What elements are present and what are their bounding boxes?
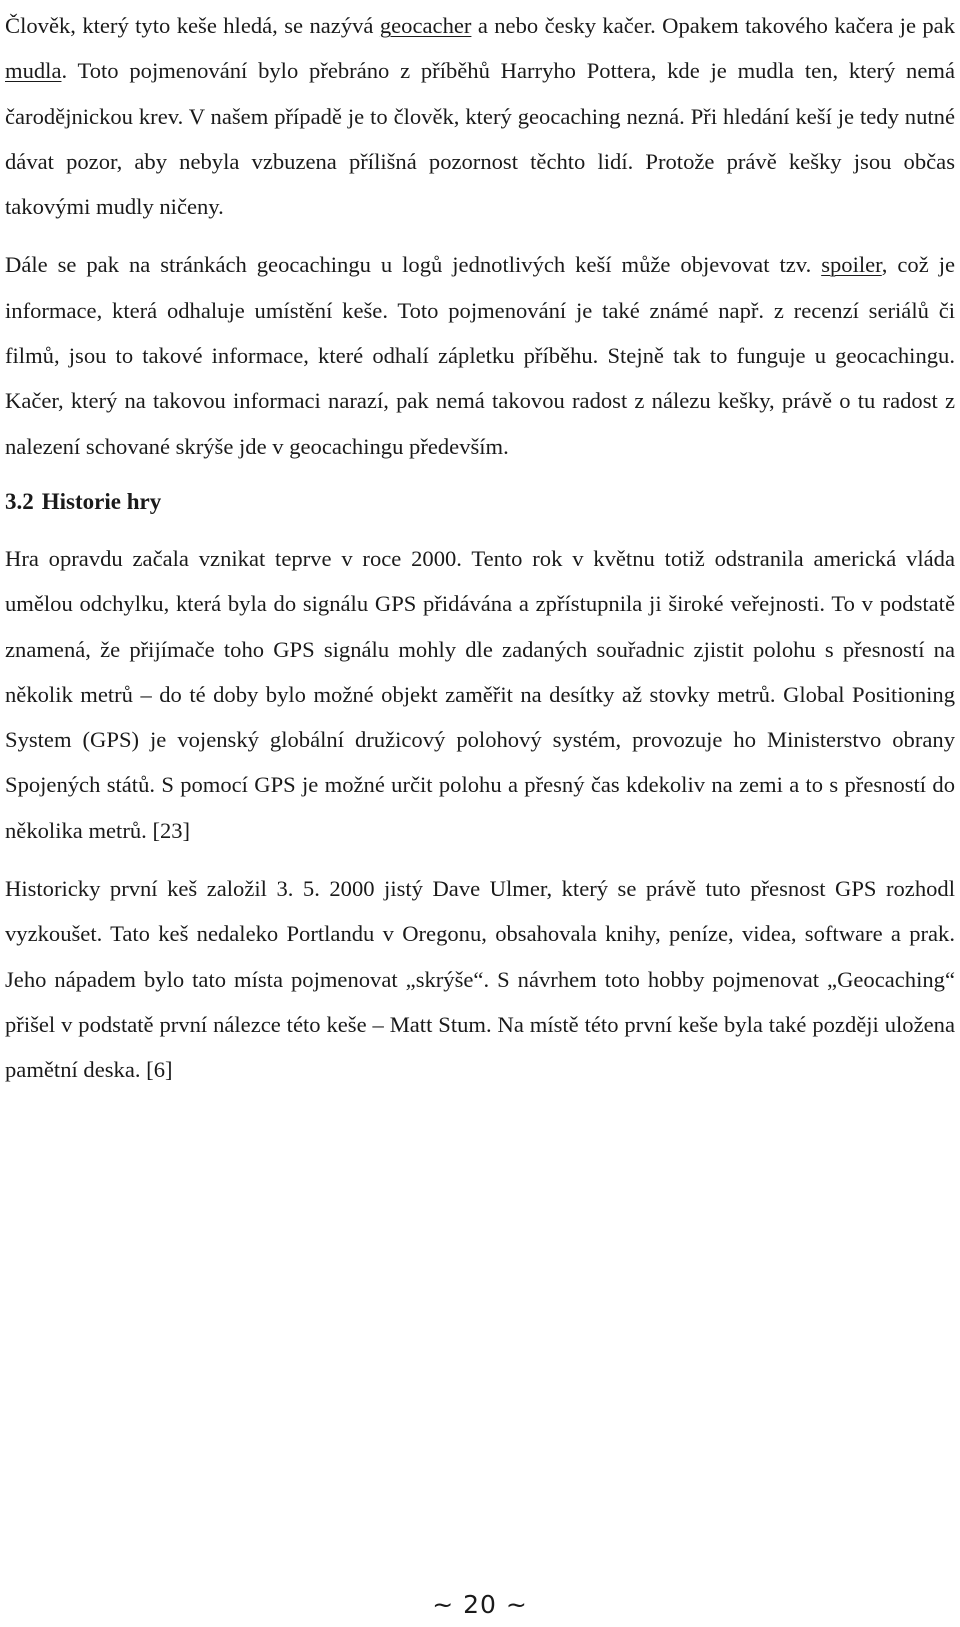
section-heading <box>5 480 955 524</box>
section-title: Historie hry <box>41 488 162 514</box>
term-geocacher: geocacher <box>379 13 472 38</box>
paragraph-text: Člověk, který tyto keše hledá, se nazývá <box>5 13 380 38</box>
term-mudla: mudla <box>5 58 62 84</box>
paragraph-history-gps: Hra opravdu začala vznikat teprve v roce 2000. Tento rok v květnu totiž odstranila americká vláda umělou odchylku, která byla do signálu GPS přidávána a zpřístupnila ji široké veřejnosti. To v podstatě znamená, že přijímače toho GPS signálu mohly dle zadaných souřadnic zjistit polohu s přesností na několik metrů – do té doby bylo možné objekt zaměřit na desítky až stovky metrů. Global Positioning System (GPS) je vojenský globální družicový polohový systém, provozuje ho Ministerstvo obrany Spojených států. S pomocí GPS je možné určit polohu a přesný čas kdekoliv na zemi a to s přesností do několika metrů. [23] <box>5 545 955 843</box>
term-spoiler: spoiler <box>821 252 882 278</box>
page-content <box>5 3 955 1093</box>
paragraph-spoiler <box>5 242 955 468</box>
paragraph-text: a nebo česky kačer. Opakem takového kačera je pak <box>471 13 955 38</box>
paragraph-first-cache: Historicky první keš založil 3. 5. 2000 jistý Dave Ulmer, který se právě tuto přesnost GPS rozhodl vyzkoušet. Tato keš nedaleko Portlandu v Oregonu, obsahovala knihy, peníze, videa, software a prak. Jeho nápadem bylo tato místa pojmenovat „skrýše“. S návrhem toto hobby pojmenovat „Geocaching“ přišel v podstatě první nálezce této keše – Matt Stum. Na místě této první keše byla také později uložena pamětní deska. [6] <box>5 876 955 1083</box>
paragraph-text: Dále se pak na stránkách geocachingu u logů jednotlivých keší může objevovat tzv. <box>5 252 822 278</box>
paragraph-text: , což je informace, která odhaluje umístění keše. Toto pojmenování je také známé např. z recenzí seriálů či filmů, jsou to takové informace, které odhalí zápletku příběhu. Stejně tak to funguje u geocachingu. Kačer, který na takovou informaci narazí, pak nemá takovou radost z nálezu kešky, právě o tu radost z nalezení schované skrýše jde v geocachingu především. <box>5 252 955 459</box>
paragraph-text: . Toto pojmenování bylo přebráno z příběhů Harryho Pottera, kde je mudla ten, který nemá čarodějnickou krev. V našem případě je to člověk, který geocaching nezná. Při hledání keší je tedy nutné dávat pozor, aby nebyla vzbuzena přílišná pozornost těchto lidí. Protože právě kešky jsou občas takovými mudly ničeny. <box>5 58 955 220</box>
page-number: ~ 20 ~ <box>432 1590 528 1619</box>
paragraph-geocacher-definition <box>5 3 955 229</box>
section-number: 3.2 <box>5 488 34 514</box>
